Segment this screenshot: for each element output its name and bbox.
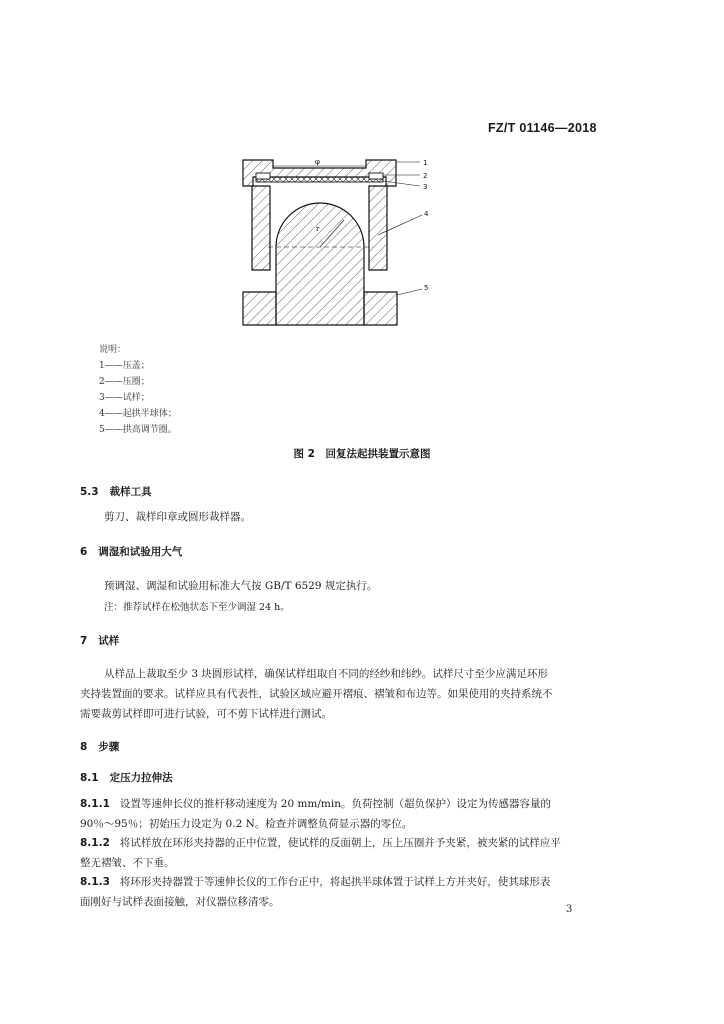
- callout-2: 2: [423, 172, 428, 180]
- legend-item-1: 1——压盖；: [99, 361, 150, 371]
- legend-title: 说明：: [99, 345, 127, 355]
- section-heading-6: [80, 544, 182, 559]
- standard-number: FZ/T 01146—2018: [488, 121, 597, 135]
- section-number: 6: [80, 546, 88, 558]
- section-heading-8: [80, 739, 119, 754]
- legend-item-5: 5——拱高调节圈。: [99, 425, 177, 435]
- paragraph-7-line-3: 需要裁剪试样即可进行试验，可不剪下试样进行测试。: [80, 708, 332, 720]
- note-6: 注：推荐试样在松弛状态下至少调湿 24 h。: [104, 602, 290, 613]
- section-title: 裁样工具: [109, 486, 152, 498]
- legend-item-4: 4——起拱半球体；: [99, 409, 177, 419]
- clause-text: 设置等速伸长仪的推杆移动速度为 20 mm/min。负荷控制（超负保护）设定为传感器容量的: [119, 798, 551, 810]
- clause-8-1-1-line-1: [80, 794, 551, 814]
- callout-1: 1: [423, 159, 428, 167]
- clause-text: 将环形夹持器置于等速伸长仪的工作台正中，将起拱半球体置于试样上方并夹好，使其球形表: [119, 876, 551, 888]
- section-heading-5-3: [80, 484, 152, 499]
- legend-item-2: 2——压圈；: [99, 377, 150, 387]
- clause-8-1-2-line-1: [80, 833, 561, 853]
- figure-caption: 图 2 回复法起拱装置示意图: [293, 448, 431, 460]
- callout-3: 3: [423, 183, 428, 191]
- section-number: 5.3: [80, 486, 99, 498]
- diameter-label: φ: [315, 158, 320, 166]
- section-number: 8.1: [80, 772, 99, 784]
- callout-5: 5: [424, 284, 429, 292]
- specimen-layer: [256, 177, 383, 182]
- paragraph-7-line-1: 从样品上裁取至少 3 块圆形试样，确保试样组取自不同的经纱和纬纱。试样尺寸至少应满足环形: [104, 668, 548, 680]
- section-number: 8: [80, 741, 88, 753]
- clause-number: 8.1.1: [80, 798, 110, 810]
- clause-8-1-3-line-1: [80, 872, 550, 892]
- clause-number: 8.1.3: [80, 876, 110, 888]
- section-title: 试样: [98, 635, 120, 647]
- clause-8-1-3-line-2: 面刚好与试样表面接触，对仪器位移清零。: [80, 896, 280, 908]
- section-title: 步骤: [98, 741, 120, 753]
- paragraph-5-3: 剪刀、裁样印章或圆形裁样器。: [104, 511, 251, 523]
- clause-number: 8.1.2: [80, 837, 110, 849]
- clause-8-1-2-line-2: 整无褶皱、不下垂。: [80, 857, 175, 869]
- section-number: 7: [80, 635, 88, 647]
- arch-hemisphere: [276, 203, 364, 325]
- arch-device-diagram: [238, 155, 448, 330]
- clause-text: 将试样放在环形夹持器的正中位置，使试样的反面朝上，压上压圈并予夹紧，被夹紧的试样应平: [119, 837, 561, 849]
- callout-4: 4: [424, 210, 429, 218]
- section-heading-8-1: [80, 770, 173, 785]
- paragraph-6: 预调湿、调湿和试验用标准大气按 GB/T 6529 规定执行。: [104, 580, 378, 592]
- legend-item-3: 3——试样；: [99, 393, 150, 403]
- paragraph-7-line-2: 夹持装置面的要求。试样应具有代表性，试验区域应避开褶痕、褶皱和布边等。如果使用的夹持系统不: [80, 688, 553, 700]
- section-title: 调湿和试验用大气: [98, 546, 183, 558]
- section-title: 定压力拉伸法: [109, 772, 173, 784]
- radius-label: r: [316, 225, 320, 233]
- section-heading-7: [80, 633, 119, 648]
- clause-8-1-1-line-2: 90％～95％；初始压力设定为 0.2 N。检查并调整负荷显示器的零位。: [80, 818, 413, 830]
- page-number: 3: [566, 904, 573, 915]
